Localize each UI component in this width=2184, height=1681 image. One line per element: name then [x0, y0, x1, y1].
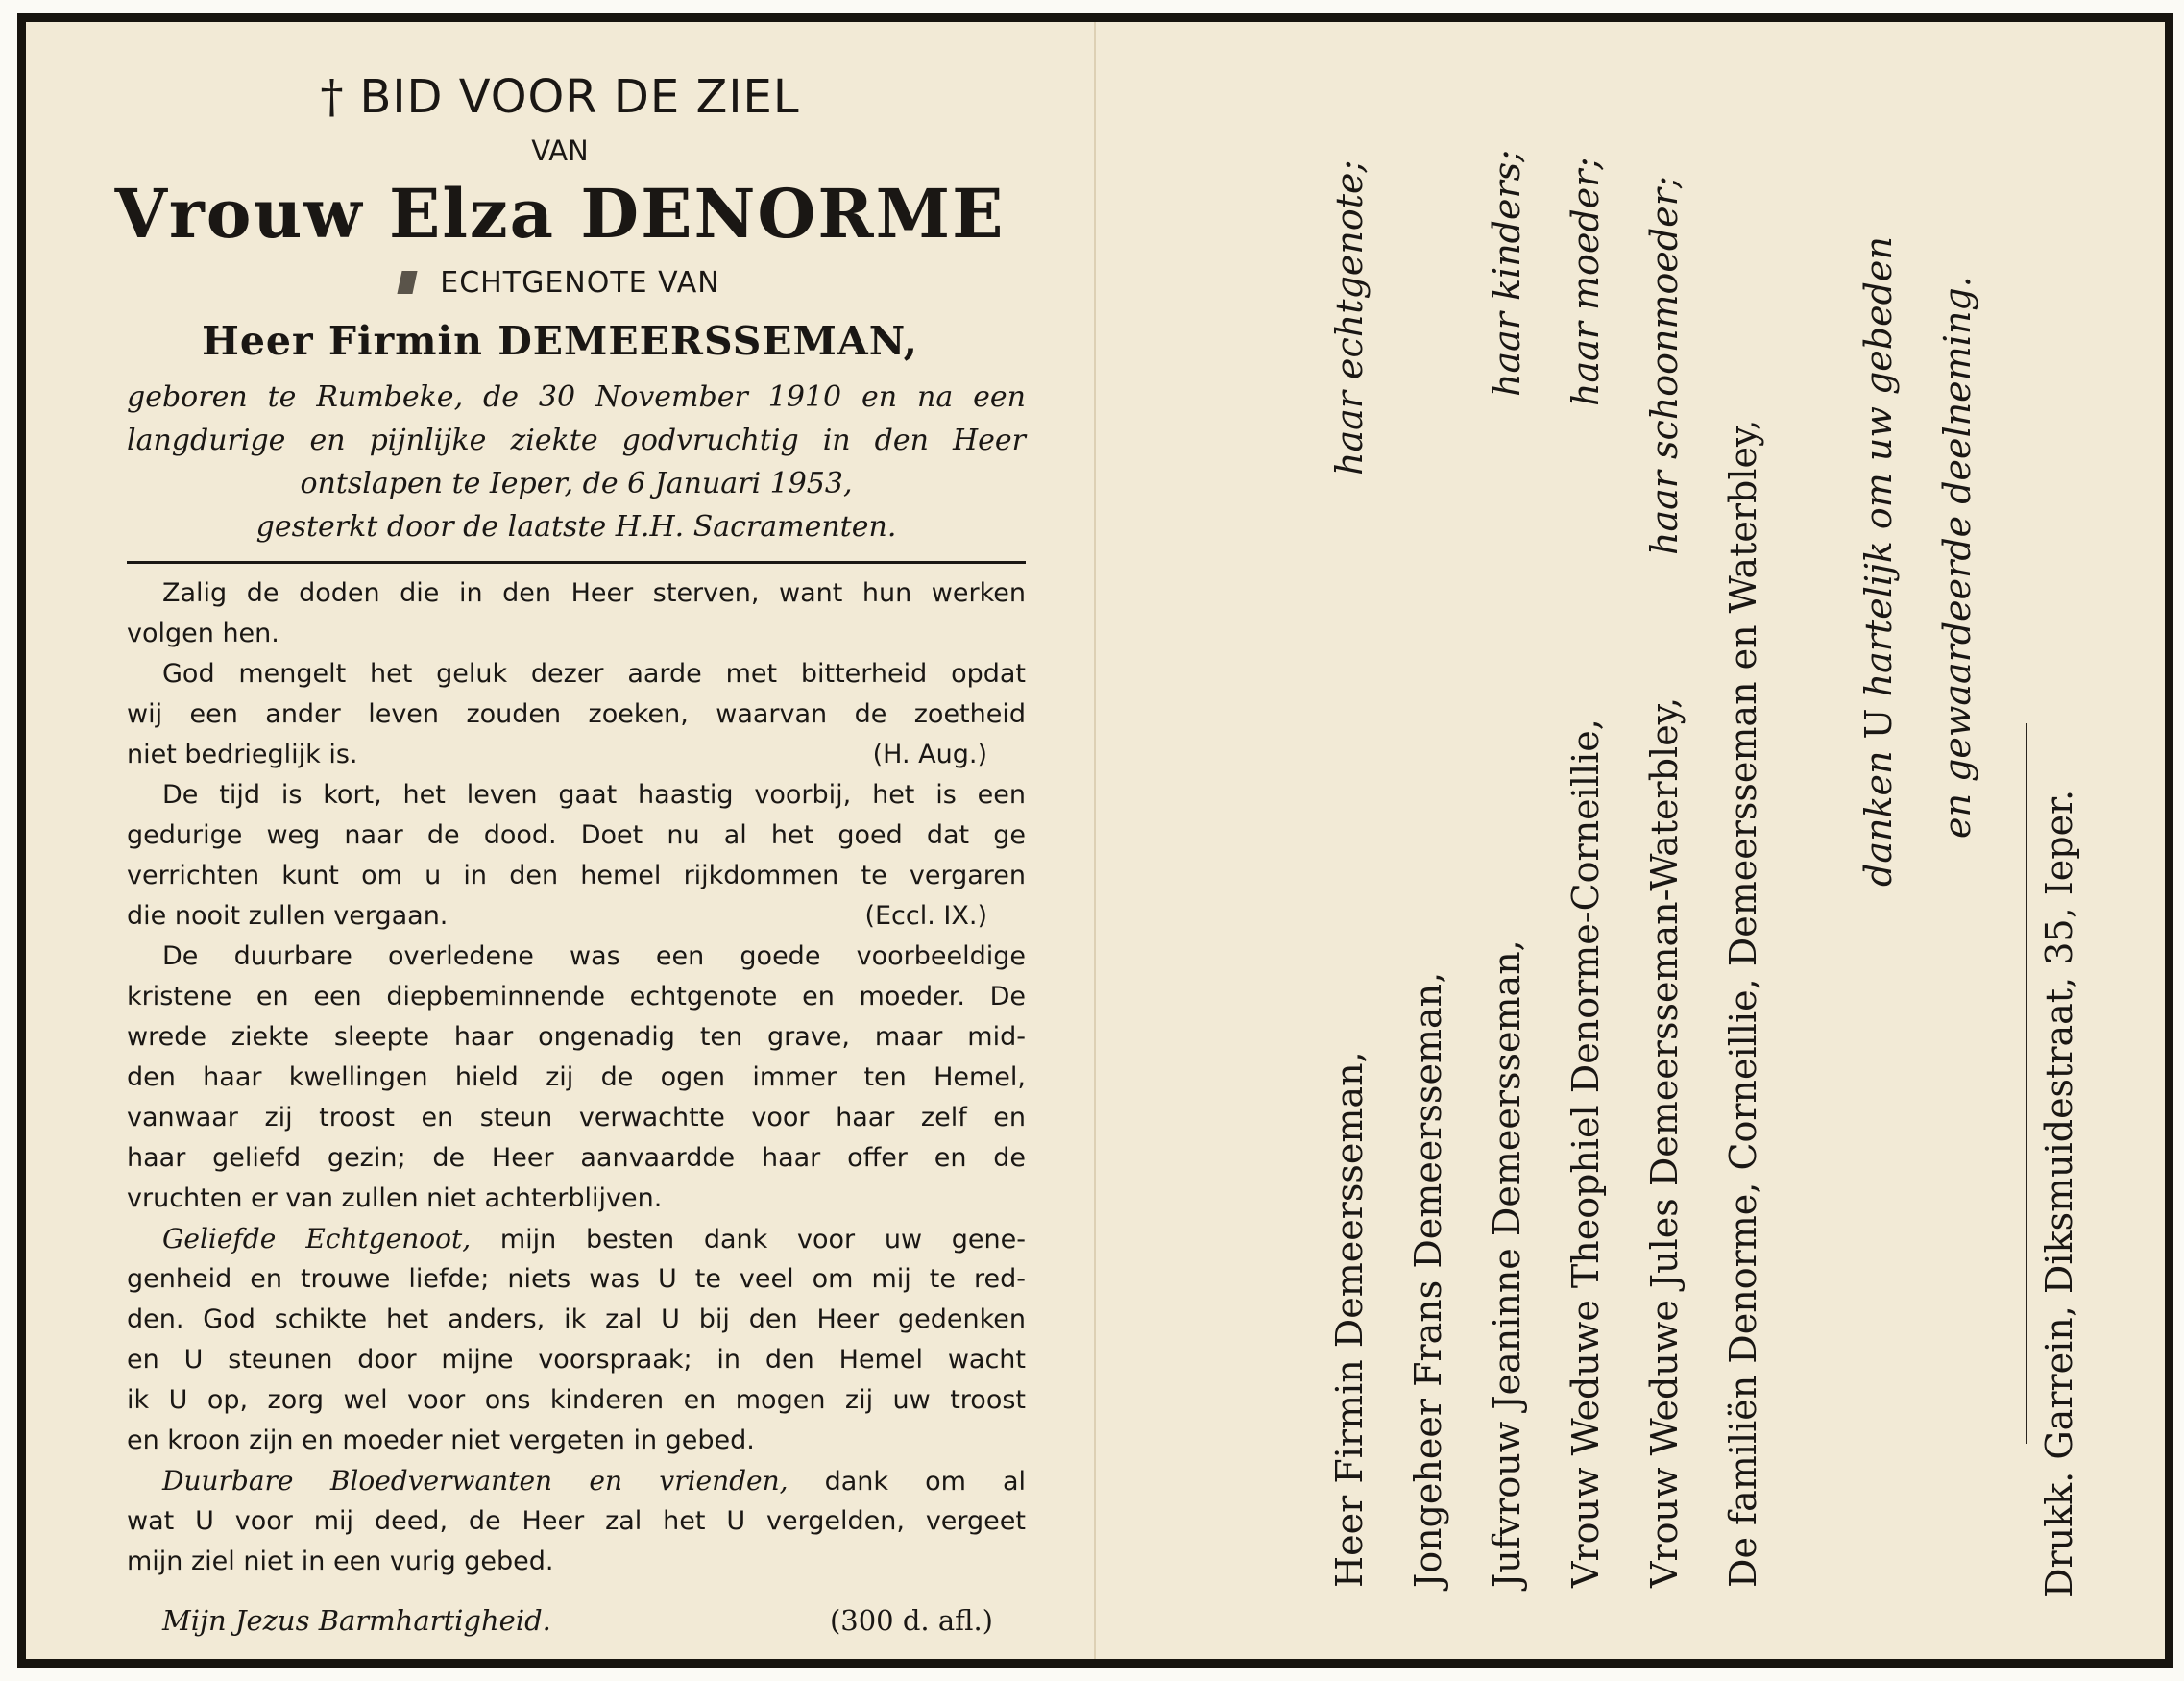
- heading-van: VAN: [531, 134, 589, 167]
- left-panel: [26, 22, 1094, 1659]
- text-line: De duurbare overledene was een goede voorbeeldige: [162, 941, 1026, 971]
- text-line: God mengelt het geluk dezer aarde met bitterheid opdat: [162, 659, 1026, 689]
- text-fragment: dank om al: [788, 1467, 1027, 1497]
- text-fragment: die nooit zullen vergaan.: [127, 901, 449, 931]
- printer-divider: [2026, 723, 2027, 1444]
- memorial-card: [17, 13, 2173, 1668]
- text-line: wij een ander leven zouden zoeken, waarvan de zoetheid: [127, 699, 1026, 729]
- prayer-heading: [26, 70, 1094, 124]
- citation: (Eccl. IX.): [864, 901, 987, 931]
- text-fragment: niet bedrieglijk is.: [127, 740, 358, 769]
- text-line: kristene en een diepbeminnende echtgenote en moeder. De: [127, 982, 1026, 1011]
- bio-line: geboren te Rumbeke, de 30 November 1910 en na een: [127, 380, 1026, 414]
- text-line: vruchten er van zullen niet achterblijven.: [127, 1183, 663, 1213]
- mourner-name: De familiën Denorme, Corneillie, Demeersseman en Waterbley,: [1722, 419, 1764, 1588]
- deceased-name: Vrouw Elza DENORME: [114, 174, 1006, 254]
- mourner-name: Heer Firmin Demeersseman,: [1328, 1051, 1371, 1588]
- text-line: wrede ziekte sleepte haar ongenadig ten grave, maar mid-: [127, 1022, 1026, 1052]
- text-line: [127, 1223, 1026, 1256]
- mourner-name: Jufvrouw Jeaninne Demeersseman,: [1486, 939, 1528, 1588]
- thanks-line: en gewaardeerde deelneming.: [1936, 276, 1978, 839]
- text-line: den. God schikte het anders, ik zal U bij den Heer gedenken: [127, 1304, 1026, 1334]
- bio-line: ontslapen te Ieper, de 6 Januari 1953,: [300, 467, 853, 500]
- text-line: [127, 739, 1026, 771]
- text-line: haar geliefd gezin; de Heer aanvaardde haar offer en de: [127, 1143, 1026, 1173]
- text-fragment: mijn besten dank voor uw gene-: [471, 1225, 1026, 1255]
- cross-icon: †: [320, 70, 345, 124]
- text-line: wat U voor mij deed, de Heer zal het U vergelden, vergeet: [127, 1506, 1026, 1536]
- prayer-heading-text: BID VOOR DE ZIEL: [359, 70, 800, 124]
- text-line: mijn ziel niet in een vurig gebed.: [127, 1547, 554, 1576]
- text-line: vanwaar zij troost en steun verwachtte voor haar zelf en: [127, 1103, 1026, 1133]
- divider-line: [127, 561, 1026, 564]
- mourner-name: Vrouw Weduwe Jules Demeersseman-Waterbley,: [1643, 696, 1686, 1588]
- text-line: verrichten kunt om u in den hemel rijkdommen te vergaren: [127, 861, 1026, 890]
- italic-address: Geliefde Echtgenoot,: [162, 1223, 472, 1255]
- text-line: [127, 900, 1026, 933]
- text-line: gedurige weg naar de dood. Doet nu al het goed dat ge: [127, 820, 1026, 850]
- text-line: en kroon zijn en moeder niet vergeten in gebed.: [127, 1425, 755, 1455]
- thanks-fragment: danken: [1857, 739, 1900, 887]
- printer-credit: Drukk. Garrein, Diksmuidestraat, 35, Ieper.: [2038, 789, 2080, 1597]
- mourner-name: Vrouw Weduwe Theophiel Denorme-Corneillie,: [1565, 719, 1607, 1588]
- card-fold: [1094, 22, 1096, 1659]
- mourner-relation: haar echtgenote;: [1328, 159, 1371, 475]
- text-line: De tijd is kort, het leven gaat haastig voorbij, het is een: [162, 780, 1026, 810]
- mourner-relation: haar kinders;: [1486, 150, 1528, 397]
- text-line: en U steunen door mijne voorspraak; in den Hemel wacht: [127, 1345, 1026, 1375]
- text-line: ik U op, zorg wel voor ons kinderen en mogen zij uw troost: [127, 1385, 1026, 1415]
- text-line: Zalig de doden die in den Heer sterven, want hun werken: [162, 578, 1026, 608]
- citation: (H. Aug.): [872, 740, 987, 769]
- mourner-relation: haar moeder;: [1565, 157, 1607, 406]
- closing-prayer: Mijn Jezus Barmhartigheid.: [162, 1604, 551, 1637]
- ink-mark-icon: [398, 271, 418, 294]
- text-line: genheid en trouwe liefde; niets was U te veel om mij te red-: [127, 1264, 1026, 1294]
- text-line: [127, 1465, 1026, 1498]
- italic-address: Duurbare Bloedverwanten en vrienden,: [162, 1465, 789, 1497]
- indulgence-note: (300 d. afl.): [829, 1604, 993, 1637]
- text-line: den haar kwellingen hield zij de ogen immer ten Hemel,: [127, 1062, 1026, 1092]
- spouse-name: Heer Firmin DEMEERSSEMAN,: [202, 318, 918, 364]
- text-line: volgen hen.: [127, 619, 279, 648]
- mourner-name: Jongeheer Frans Demeersseman,: [1407, 971, 1449, 1588]
- bio-line: gesterkt door de laatste H.H. Sacramenten.: [255, 510, 897, 544]
- thanks-fragment: hartelijk om uw gebeden: [1857, 236, 1900, 709]
- thanks-fragment-u: U: [1857, 708, 1900, 740]
- thanks-line: [1856, 236, 1901, 887]
- spouse-relation-text: ECHTGENOTE VAN: [440, 266, 720, 300]
- mourner-relation: haar schoonmoeder;: [1643, 176, 1686, 555]
- spouse-relation: [26, 266, 1094, 300]
- bio-line: langdurige en pijnlijke ziekte godvruchtig in den Heer: [127, 424, 1026, 457]
